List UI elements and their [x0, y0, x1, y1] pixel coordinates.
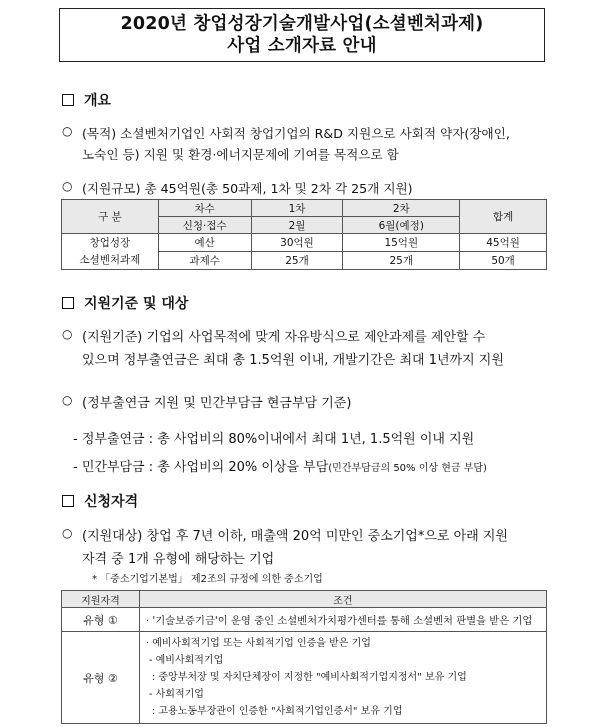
cell-total: 50개: [460, 252, 547, 270]
criteria-gov-funding: - 정부출연금 : 총 사업비의 80%이내에서 최대 1년, 1.5억원 이내 지원: [73, 432, 475, 447]
eligibility-target-line1: (지원대상) 창업 후 7년 이하, 매출액 20억 미만인 중소기업*으로 아래 지원: [82, 529, 508, 544]
eligibility-footnote: * 「중소기업기본법」 제2조의 규정에 의한 중소기업: [92, 574, 323, 585]
header-round-1: 1차: [251, 200, 343, 217]
circle-bullet-icon: ○: [62, 179, 73, 193]
circle-bullet-icon: ○: [62, 393, 73, 407]
criteria-basis-line2: 있으며 정부출연금은 최대 총 1.5억원 이내, 개발기간은 최대 1년까지 지원: [82, 353, 504, 368]
header-qualification: 지원자격: [62, 591, 140, 608]
title-line-2: 사업 소개자료 안내: [227, 36, 377, 56]
header-division: 구 분: [62, 200, 159, 234]
header-round-2: 2차: [343, 200, 460, 217]
cell-round-2: 15억원: [343, 234, 460, 252]
budget-table: [61, 199, 547, 270]
header-round: 차수: [158, 200, 251, 217]
table-row: [62, 234, 547, 252]
header-condition: 조건: [139, 591, 546, 608]
title-line-1: 2020년 창업성장기술개발사업(소셜벤처과제): [120, 14, 484, 34]
overview-purpose-line1: (목적) 소셜벤처기업인 사회적 창업기업의 R&D 지원으로 사회적 약자(장애인,: [82, 126, 510, 141]
header-apply: 신청·접수: [158, 217, 251, 234]
eligibility-target-line2: 자격 중 1개 유형에 해당하는 기업: [82, 552, 275, 567]
checkbox-square-icon: [62, 495, 74, 507]
table-row: [62, 608, 547, 632]
row-label: 창업성장 소셜벤처과제: [62, 234, 159, 270]
cell-label: 과제수: [158, 252, 251, 270]
checkbox-square-icon: [62, 94, 74, 106]
circle-bullet-icon: ○: [62, 526, 73, 540]
section-heading-overview: 개요: [62, 90, 111, 110]
section-heading-eligibility: 신청자격: [62, 491, 138, 511]
cell-round-2: 25개: [343, 252, 460, 270]
overview-purpose-line2: 노숙인 등) 지원 및 환경·에너지문제에 기여를 목적으로 함: [82, 147, 399, 162]
table-row: [62, 632, 547, 724]
document-title-box: [59, 8, 545, 62]
type-1-condition: · '기술보증기금'이 운영 중인 소셜벤처가치평가센터를 통해 소셜벤처 판별을 받은 기업: [139, 608, 546, 632]
type-2-label: 유형 ②: [62, 632, 140, 724]
circle-bullet-icon: ○: [62, 327, 73, 341]
header-month-1: 2월: [251, 217, 343, 234]
cell-round-1: 30억원: [251, 234, 343, 252]
section-heading-criteria: 지원기준 및 대상: [62, 293, 188, 313]
cell-label: 예산: [158, 234, 251, 252]
header-total: 합계: [460, 200, 547, 234]
cell-round-1: 25개: [251, 252, 343, 270]
criteria-private-burden: - 민간부담금 : 총 사업비의 20% 이상을 부담(민간부담금의 50% 이상 현금 부담): [73, 460, 487, 475]
overview-scale: (지원규모) 총 45억원(총 50과제, 1차 및 2차 각 25개 지원): [82, 181, 413, 196]
criteria-basis-line1: (지원기준) 기업의 사업목적에 맞게 자유방식으로 제안과제를 제안할 수: [82, 330, 486, 345]
circle-bullet-icon: ○: [62, 124, 73, 138]
type-2-condition: · 예비사회적기업 또는 사회적기업 인증을 받은 기업 - 예비사회적기업 : 중앙부처장 및 자치단체장이 지정한 "예비사회적기업지정서" 보유 기업 - 사회적기업 : 고용노동부장관이 인증한 "사회적기업인증서" 보유 기업: [139, 632, 546, 724]
eligibility-type-table: [61, 590, 547, 724]
type-1-label: 유형 ①: [62, 608, 140, 632]
header-month-2: 6월(예정): [343, 217, 460, 234]
checkbox-square-icon: [62, 297, 74, 309]
cell-total: 45억원: [460, 234, 547, 252]
criteria-funding-standard: (정부출연금 지원 및 민간부담금 현금부담 기준): [82, 396, 352, 411]
